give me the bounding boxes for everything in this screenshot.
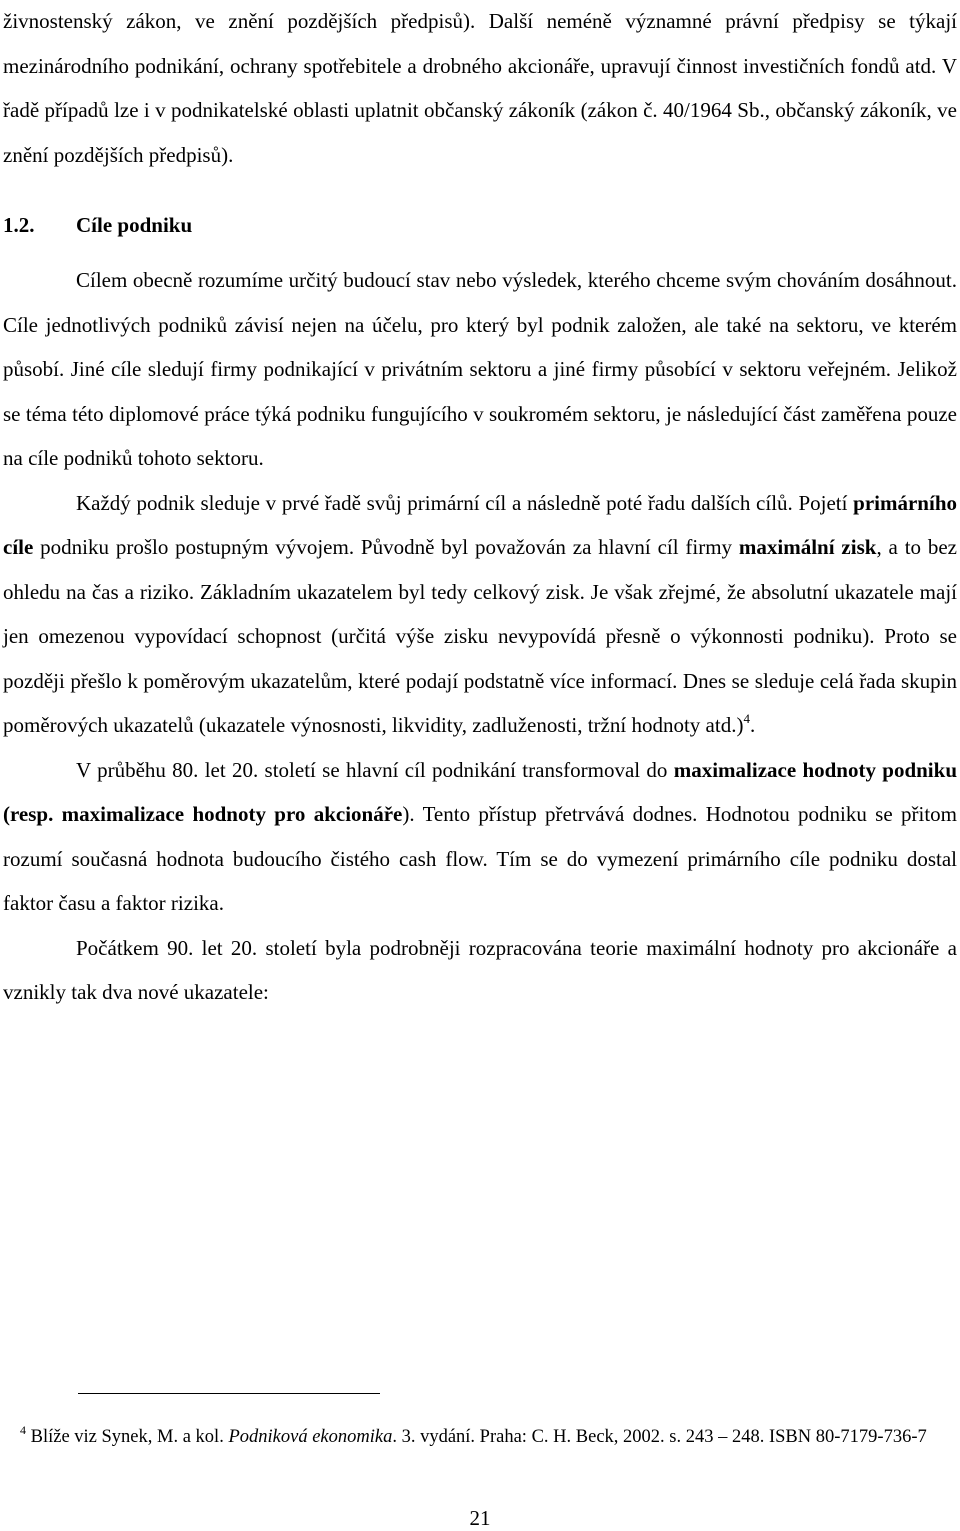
footnote-text-b: . 3. vydání. Praha: C. H. Beck, 2002. s. 243 – 248. ISBN 80-7179-736-7 [392, 1427, 927, 1447]
paragraph-value-part-c: ). Tento přístup přetrvává dodnes. Hodnotou podniku se přitom rozumí současná hodnota budoucího čistého cash flow. Tím se do vymezení primárního cíle podniku dostal faktor času a faktor rizika. [3, 802, 957, 915]
paragraph-primary-goal-part-d: , a to bez ohledu na čas a riziko. Základním ukazatelem byl tedy celkový zisk. Je však zřejmé, že absolutní ukazatele mají jen omezenou vypovídací schopnost (určitá výše zisku nevypovídá přesně o výkonnosti podniku). Proto se později přešlo k poměrovým ukazatelům, které podají podstatně více informací. Dnes se sleduje celá řada skupin poměrových ukazatelů (ukazatele výnosnosti, likvidity, zadluženosti, tržní hodnoty atd.) [3, 535, 958, 737]
paragraph-primary-goal-end: . [749, 713, 756, 737]
emphasis-max-profit: maximální zisk [738, 535, 877, 559]
footnote-marker: 4 [20, 1423, 26, 1437]
paragraph-primary-goal-part-c: podniku prošlo postupným vývojem. Původně byl považován za hlavní cíl firmy [33, 535, 739, 559]
page-number: 21 [469, 1506, 491, 1530]
paragraph-primary-goal-part-a: Každý podnik sleduje v prvé řadě svůj primární cíl a následně poté řadu dalších cílů. Pojetí [76, 490, 854, 515]
intro-paragraph: živnostenský zákon, ve znění pozdějších předpisů). Další neméně významné právní předpisy se týkají mezinárodního podnikání, ochrany spotřebitele a drobného akcionáře, upravují činnost investičních fondů atd. V řadě případů lze i v podnikatelské oblasti uplatnit občanský zákoník (zákon č. 40/1964 Sb., občanský zákoník, ve znění pozdějších předpisů). [3, 9, 957, 167]
footnote-separator [78, 1393, 380, 1394]
paragraph-primary-goal [3, 481, 957, 748]
section-heading [3, 205, 192, 245]
paragraph-value-maximization [3, 748, 957, 926]
footnote-text-a: Blíže viz Synek, M. a kol. [26, 1427, 229, 1447]
emphasis-primary-goal: primárního cíle [3, 490, 957, 559]
body-text [3, 258, 957, 1015]
paragraph-goals-definition: Cílem obecně rozumíme určitý budoucí stav nebo výsledek, kterého chceme svým chováním dosáhnout. Cíle jednotlivých podniků závisí nejen na účelu, pro který byl podnik založen, ale také na sektoru, ve kterém působí. Jiné cíle sledují firmy podnikající v privátním sektoru a jiné firmy působící v sektoru veřejném. Jelikož se téma této diplomové práce týká podniku fungujícího v soukromém sektoru, je následující část zaměřena pouze na cíle podniků tohoto sektoru. [3, 268, 957, 470]
footnote-book-title: Podniková ekonomika [228, 1427, 393, 1447]
emphasis-value-maximization: maximalizace hodnoty podniku (resp. maximalizace hodnoty pro akcionáře [3, 757, 958, 826]
section-number: 1.2. [3, 213, 35, 237]
footnote-reference: 4 [743, 711, 750, 726]
paragraph-new-indicators: Počátkem 90. let 20. století byla podrobněji rozpracována teorie maximální hodnoty pro akcionáře a vznikly tak dva nové ukazatele: [3, 935, 957, 1004]
footnote [20, 1425, 940, 1449]
paragraph-value-part-a: V průběhu 80. let 20. století se hlavní cíl podnikání transformoval do [76, 757, 674, 782]
section-title: Cíle podniku [76, 213, 193, 237]
